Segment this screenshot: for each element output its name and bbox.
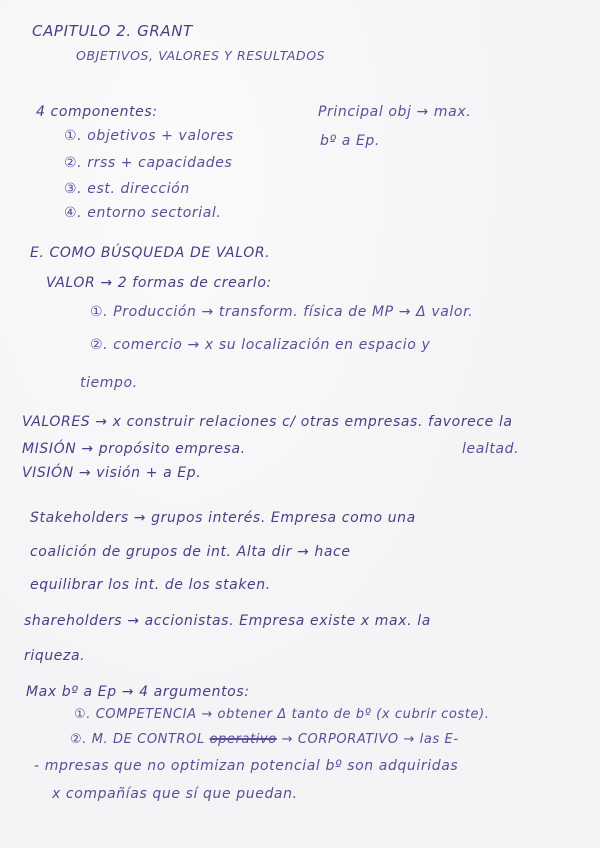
max-benefit-continuation-1: - mpresas que no optimizan potencial bº son adquiridas <box>34 758 459 774</box>
valor-item-1: ①. Producción → transform. física de MP → Δ valor. <box>90 304 474 320</box>
mision-definition: MISIÓN → propósito empresa. <box>22 441 246 457</box>
components-heading: 4 componentes: <box>36 104 158 120</box>
item-2-rest: → CORPORATIVO → las E- <box>281 732 459 747</box>
component-item-3: ③. est. dirección <box>64 181 190 197</box>
component-item-2: ②. rrss + capacidades <box>64 155 233 171</box>
max-benefit-item-1: ①. COMPETENCIA → obtener Δ tanto de bº (x cubrir coste). <box>74 707 490 722</box>
max-benefit-continuation-2: x compañías que sí que puedan. <box>52 786 298 802</box>
chapter-subtitle: OBJETIVOS, VALORES Y RESULTADOS <box>76 48 326 63</box>
shareholders-line-2: riqueza. <box>24 648 86 664</box>
stakeholders-line-1: Stakeholders → grupos interés. Empresa como una <box>30 510 416 526</box>
max-benefit-item-2 <box>70 732 459 747</box>
shareholders-line-1: shareholders → accionistas. Empresa existe x max. la <box>24 613 431 629</box>
valor-item-2: ②. comercio → x su localización en espacio y <box>90 337 431 353</box>
valores-definition: VALORES → x construir relaciones c/ otras empresas. favorece la <box>22 414 513 430</box>
stakeholders-line-2: coalición de grupos de int. Alta dir → hace <box>30 544 351 560</box>
vision-definition: VISIÓN → visión + a Ep. <box>22 465 202 481</box>
item-2-label: ②. M. DE CONTROL <box>70 732 205 747</box>
section-e-heading: E. COMO BÚSQUEDA DE VALOR. <box>30 245 271 261</box>
max-benefit-heading: Max bº a Ep → 4 argumentos: <box>26 684 250 700</box>
component-item-1: ①. objetivos + valores <box>64 128 234 144</box>
chapter-title: CAPITULO 2. GRANT <box>32 22 193 40</box>
component-item-4: ④. entorno sectorial. <box>64 205 222 221</box>
mision-right-note: lealtad. <box>462 441 520 457</box>
side-note-main-objective: Principal obj → max. <box>318 104 472 120</box>
stakeholders-line-3: equilibrar los int. de los staken. <box>30 577 271 593</box>
valor-item-2-continuation: tiempo. <box>80 375 138 391</box>
side-note-benefit: bº a Ep. <box>320 133 380 149</box>
item-2-struck-word: operativo <box>209 732 277 747</box>
valor-line: VALOR → 2 formas de crearlo: <box>46 275 272 291</box>
